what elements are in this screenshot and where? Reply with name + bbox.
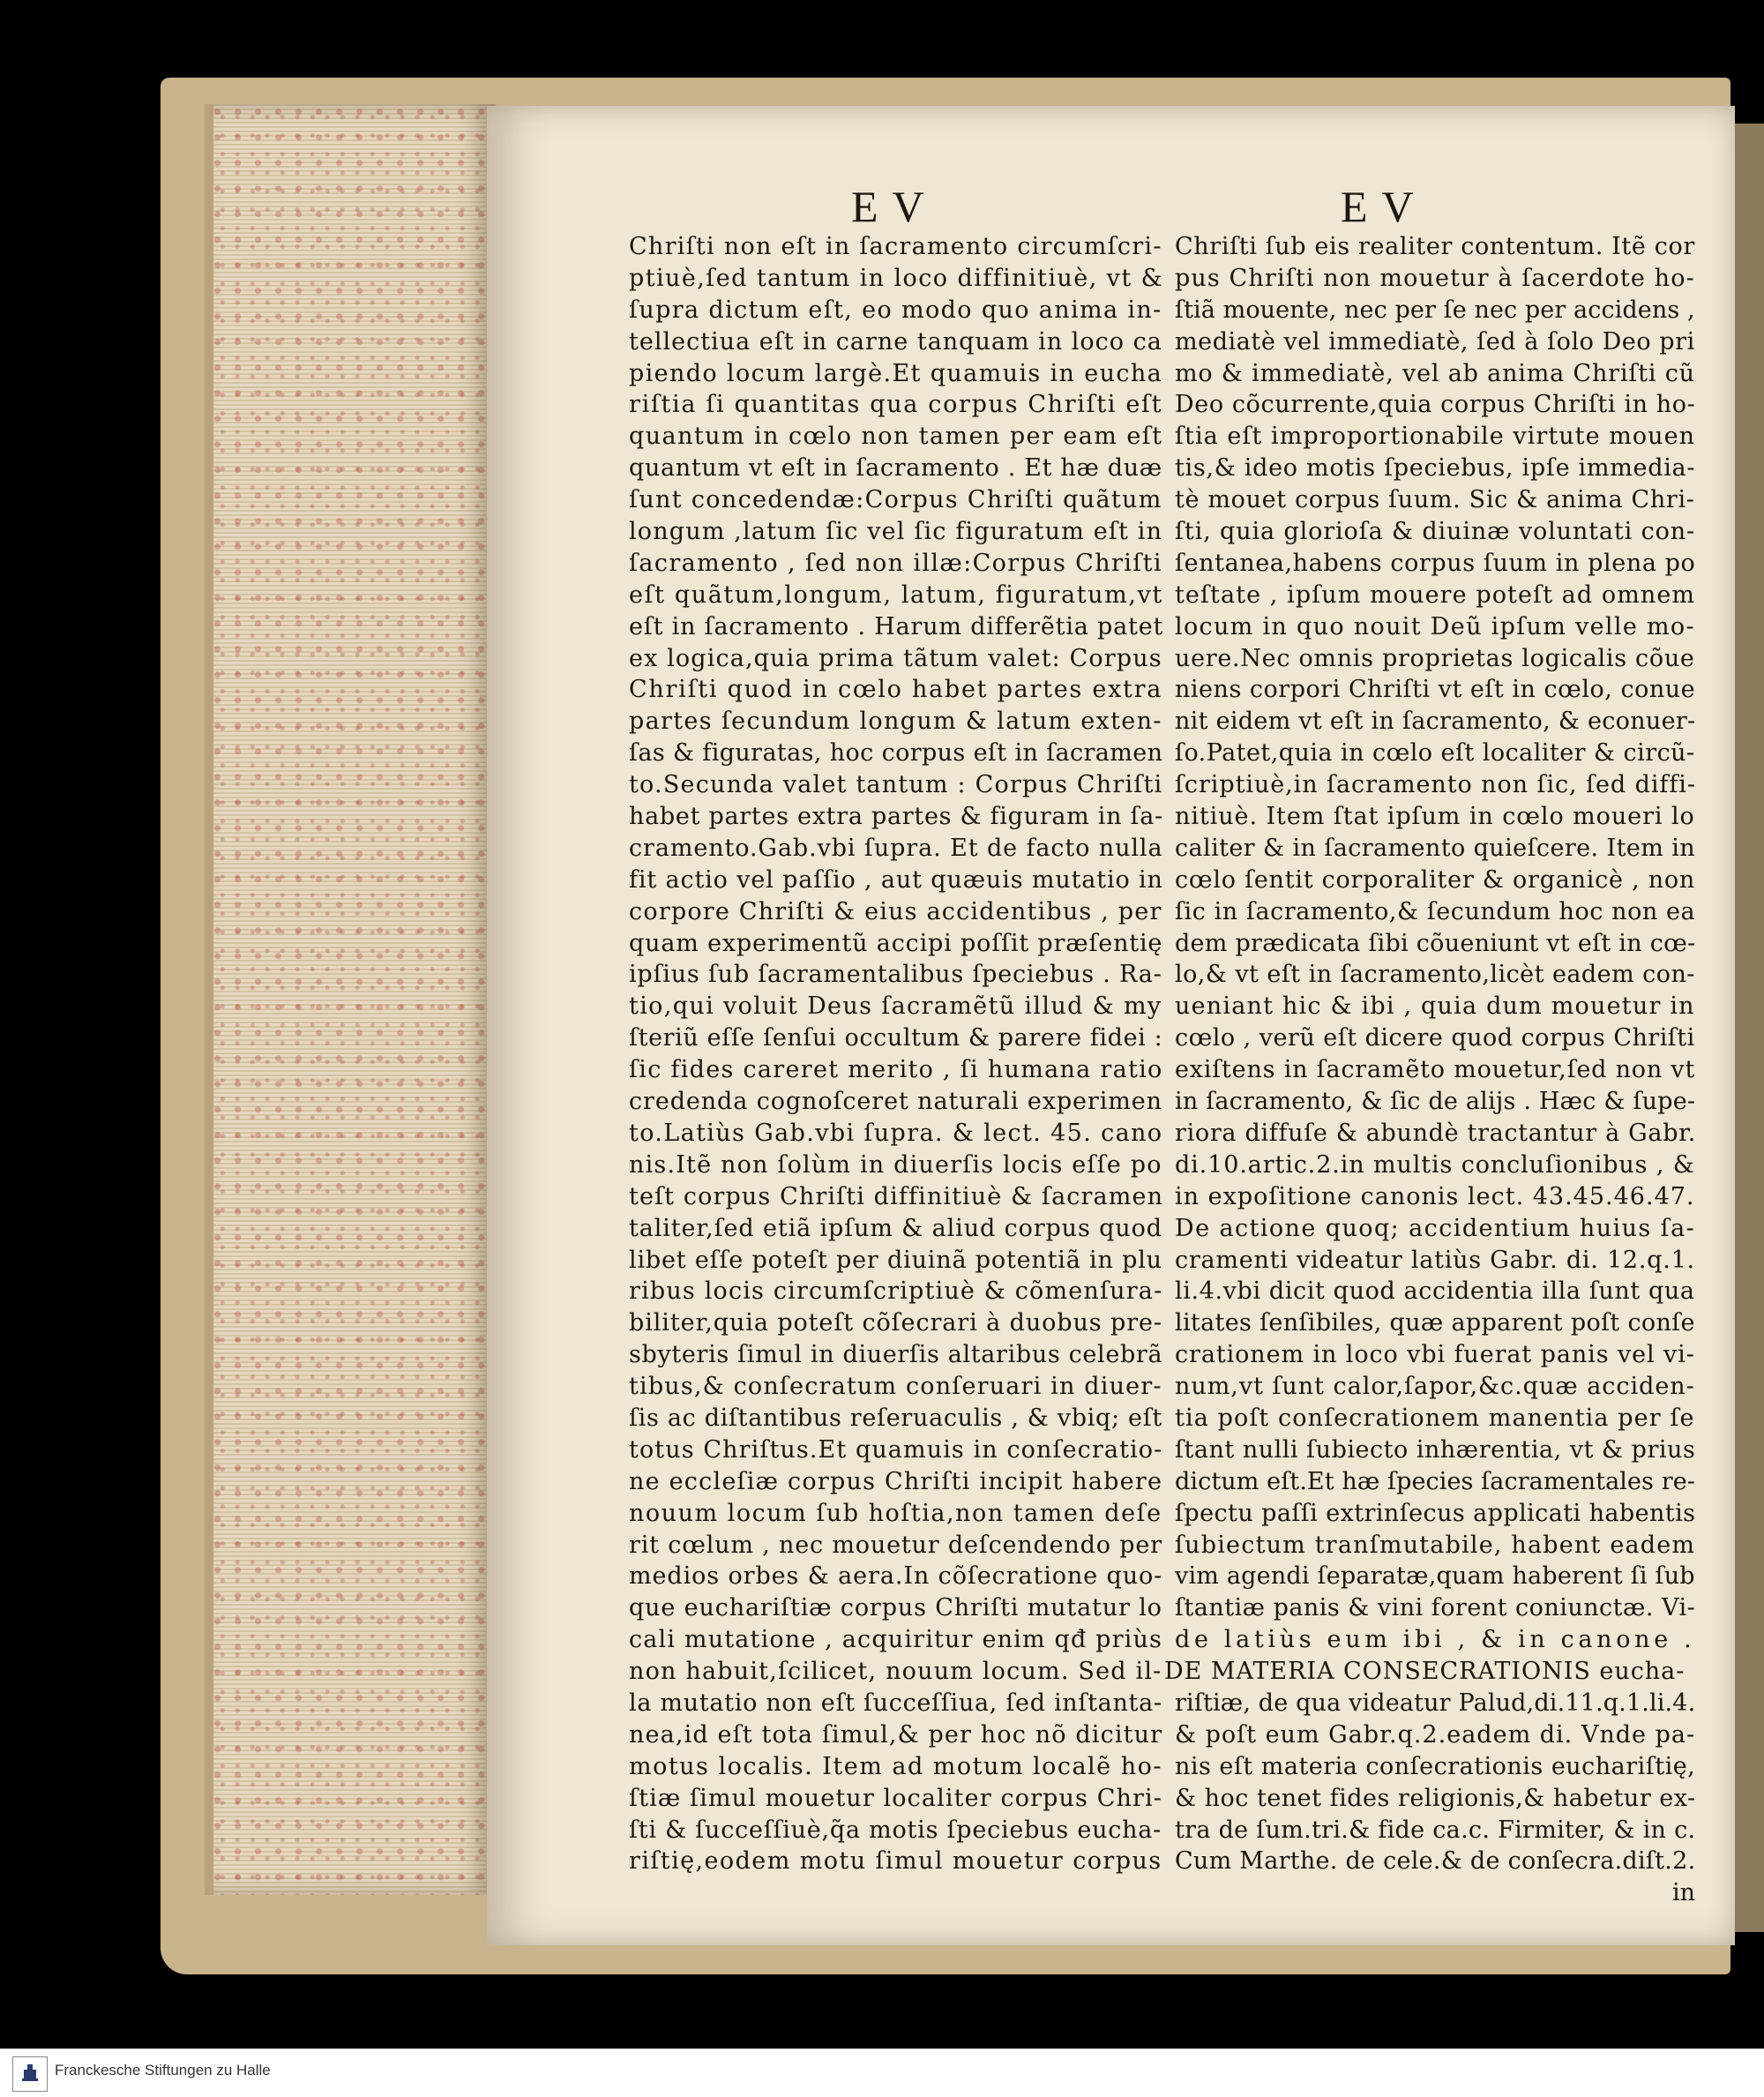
text-line: ſtantiæ panis & vini forent coniunctæ. Vi- [1175,1594,1696,1622]
text-line: De actione quoq; accidentium huius ſa- [1175,1214,1696,1242]
text-line: Chriſti non eſt in ſacramento circumſcri- [629,233,1162,260]
text-line: in ſacramento, & ſic de alijs . Hæc & ſupe- [1175,1088,1696,1116]
page-edges [205,104,496,1895]
text-line: lo,& vt eſt in ſacramento,licèt eadem con- [1175,961,1695,989]
text-line: dem prædicata ſibi cõueniunt vt eſt in cœ- [1175,929,1696,957]
text-line: ſic fides careret merito , ſi humana ratio [629,1056,1163,1084]
text-line: ſtia eſt improportionabile virtute mouen [1175,423,1696,451]
text-line: num,vt ſunt calor,ſapor,&c.quæ acciden- [1175,1373,1695,1401]
text-line: pus Chriſti non mouetur à ſacerdote ho- [1175,264,1695,292]
text-line: ne eccleſiæ corpus Chriſti incipit habere [629,1467,1163,1495]
text-line: la mutatio non eſt ſucceſſiua, ſed inſtanta- [629,1689,1162,1717]
text-line: nis.Itẽ non ſolùm in diuerſis locis eſſe po [629,1150,1162,1179]
text-line: nis eſt materia conſecrationis euchariſtię, [1175,1752,1696,1780]
text-line: in [1671,1879,1695,1907]
text-line: cali mutatione , acquiritur enim qđ priùs [629,1626,1163,1654]
text-line: quantum in cœlo non tamen per eam eſt [629,423,1163,451]
text-line: & hoc tenet fides religionis,& habetur ex- [1175,1784,1696,1812]
text-line: ſo.Patet,quia in cœlo eſt localiter & circũ- [1175,739,1695,768]
text-line: uere.Nec omnis proprietas logicalis cõue [1175,644,1695,672]
text-line: partes ſecundum longum & latum exten- [629,708,1162,736]
text-line: habet partes extra partes & figuram in ſa- [629,803,1163,831]
text-line: li.4.vbi dicit quod accidentia illa ſunt qua [1175,1277,1695,1306]
text-line: ſunt concedendæ:Corpus Chriſti quãtum [629,486,1162,514]
text-line: caliter & in ſacramento quieſcere. Item in [1175,834,1696,862]
text-line: piendo locum largè.Et quamuis in eucha [629,359,1163,387]
text-line: medios orbes & aera.In cõſecratione quo- [629,1562,1163,1591]
running-head-right: EV [1341,182,1428,231]
text-line: DE MATERIA CONSECRATIONIS eucha- [1164,1658,1686,1686]
text-line: de latiùs eum ibi , & in canone . [1175,1626,1696,1654]
text-line: ipſius ſub ſacramentalibus ſpeciebus . Ra- [629,961,1162,989]
running-head-left: EV [851,182,938,231]
text-line: & poſt eum Gabr.q.2.eadem di. Vnde pa- [1175,1720,1696,1749]
text-line: corpore Chriſti & eius accidentibus , per [629,897,1162,925]
text-line: litates ſenſibiles, quæ apparent poſt conſe [1175,1309,1695,1337]
text-line: vim agendi ſeparatæ,quam haberent ſi ſub [1175,1562,1695,1591]
text-line: ptiuè,ſed tantum in loco diffinitiuè, vt & [629,264,1164,292]
right-text-column [1164,231,1697,1909]
text-line: teſt corpus Chriſti diffinitiuè & ſacramen [629,1182,1164,1210]
text-line: tè mouet corpus ſuum. Sic & anima Chri- [1175,486,1695,514]
text-line: ex logica,quia prima tãtum valet: Corpus [629,644,1162,672]
text-line: tia poſt conſecrationem manentia per ſe [1175,1404,1695,1432]
text-line: ſis ac diſtantibus reſeruaculis , & vbiq; eſt [629,1404,1162,1432]
text-line: Cum Marthe. de cele.& de conſecra.diſt.2. [1175,1847,1696,1876]
viewer-footer [0,2048,1764,2097]
text-line: tra de ſum.tri.& fide ca.c. Firmiter, & in c. [1175,1816,1696,1844]
text-line: ſic in ſacramento,& ſecundum hoc non ea [1175,897,1696,925]
text-line: ſti & ſucceſſiuè,q̃a motis ſpeciebus eucha- [629,1816,1162,1844]
institution-logo-icon [12,2056,48,2092]
text-line: ſcriptiuè,in ſacramento non ſic, ſed diffi- [1175,771,1696,799]
text-line: mo & immediatè, vel ab anima Chriſti cũ [1175,359,1695,387]
text-line: Chriſti ſub eis realiter contentum. Itẽ cor [1175,233,1695,260]
text-line: tibus,& conſecratum conſeruari in diuer- [629,1373,1162,1401]
text-line: ſas & figuratas, hoc corpus eſt in ſacramen [629,739,1163,768]
text-line: riſtia ſi quantitas qua corpus Chriſti eſt [629,391,1163,419]
text-line: motus localis. Item ad motum localẽ ho- [629,1752,1162,1780]
text-line: riora diffuſe & abundè tractantur à Gabr. [1175,1119,1697,1147]
text-line: exiſtens in ſacramẽto mouetur,ſed non vt [1175,1056,1696,1084]
text-line: sbyteris ſimul in diuerſis altaribus celebrã [629,1341,1163,1369]
left-text-column [629,231,1162,1877]
text-line: ſtiã mouente, nec per ſe nec per accidens , [1175,296,1695,324]
text-line: riſtiæ, de qua videatur Palud,di.11.q.1.li.4. [1175,1689,1696,1717]
text-line: nouum locum ſub hoſtia,non tamen deſe [629,1499,1162,1527]
text-line: biliter,quia poteſt cõſecrari à duobus pre- [629,1309,1162,1337]
institution-name: Franckesche Stiftungen zu Halle [55,2062,271,2078]
text-line: crationem in loco vbi fuerat panis vel vi- [1175,1341,1695,1369]
text-line: totus Chriſtus.Et quamuis in conſecratio- [629,1435,1163,1464]
text-line: ſacramento , ſed non illæ:Corpus Chriſti [629,549,1162,577]
text-line: di.10.artic.2.in multis concluſionibus , & [1175,1150,1695,1179]
text-line: non habuit,ſcilicet, nouum locum. Sed il- [629,1658,1162,1686]
text-line: eſt quãtum,longum, latum, figuratum,vt [629,580,1163,609]
text-line: ſupra dictum eſt, eo modo quo anima in- [629,296,1162,324]
text-line: ribus locis circumſcriptiuè & cõmenſura- [629,1277,1163,1306]
text-line: ſti, quia glorioſa & diuinæ voluntati con- [1175,518,1696,546]
text-line: longum ,latum ſic vel ſic figuratum eſt in [629,518,1163,546]
text-line: riſtię,eodem motu ſimul mouetur corpus [629,1847,1162,1876]
text-line: in expoſitione canonis lect. 43.45.46.47. [1175,1182,1695,1210]
text-line: rit cœlum , nec mouetur deſcendendo per [629,1531,1162,1559]
text-line: Chriſti quod in cœlo habet partes extra [629,676,1163,704]
text-line: Deo cõcurrente,quia corpus Chriſti in ho- [1175,391,1696,419]
text-line: ſentanea,habens corpus ſuum in plena po [1175,549,1696,577]
text-line: ſtant nulli ſubiecto inhærentia, vt & prius [1175,1435,1696,1464]
text-line: niens corpori Chriſti vt eſt in cœlo, conue [1175,676,1696,704]
text-line: to.Secunda valet tantum : Corpus Chriſti [629,771,1163,799]
text-line: quam experimentũ accipi poſſit præſentię [629,929,1163,957]
text-line: teſtate , ipſum mouere poteſt ad omnem [1175,580,1696,609]
text-line: fit actio vel paſſio , aut quæuis mutatio in [629,865,1163,894]
text-line: tellectiua eſt in carne tanquam in loco ca [629,327,1162,356]
text-line: cramenti videatur latiùs Gabr. di. 12.q.1. [1175,1246,1695,1274]
text-line: ſpectu paſſi extrinſecus applicati habentis [1175,1499,1696,1527]
text-line: tio,qui voluit Deus ſacramẽtũ illud & my [629,992,1162,1021]
text-line: credenda cognoſceret naturali experimen [629,1088,1162,1116]
text-line: tis,& ideo motis ſpeciebus, ipſe immedia- [1175,454,1696,483]
facing-page-edge [1735,124,1764,1932]
text-line: to.Latiùs Gab.vbi ſupra. & lect. 45. cano [629,1119,1163,1147]
text-line: que euchariſtiæ corpus Chriſti mutatur lo [629,1594,1162,1622]
text-line: locum in quo nouit Deũ ipſum velle mo- [1175,612,1695,640]
text-line: mediatè vel immediatè, ſed à ſolo Deo pri [1175,327,1695,356]
text-line: ſubiectum tranſmutabile, habent eadem [1175,1531,1696,1559]
text-line: quantum vt eſt in ſacramento . Et hæ duæ [629,454,1162,483]
text-line: nea,id eſt tota ſimul,& per hoc nõ dicitur [629,1720,1163,1749]
text-line: ſteriũ eſſe ſenſui occultum & parere fidei : [629,1024,1163,1052]
text-line: dictum eſt.Et hæ ſpecies ſacramentales re- [1175,1467,1695,1495]
text-line: nit eidem vt eſt in ſacramento, & econuer- [1175,708,1696,736]
text-line: taliter,ſed etiã ipſum & aliud corpus quod [629,1214,1162,1242]
text-line: ueniant hic & ibi , quia dum mouetur in [1175,992,1695,1021]
text-line: eſt in ſacramento . Harum differẽtia patet [629,612,1164,640]
text-line: cœlo , verũ eſt dicere quod corpus Chriſti [1175,1024,1695,1052]
text-line: cramento.Gab.vbi ſupra. Et de facto nulla [629,834,1163,862]
text-line: cœlo ſentit corporaliter & organicè , non [1175,865,1696,894]
text-line: nitiuè. Item ſtat ipſum in cœlo moueri lo [1175,803,1695,831]
text-line: libet eſſe poteſt per diuinã potentiã in plu [629,1246,1162,1274]
text-line: ſtiæ ſimul mouetur localiter corpus Chri- [629,1784,1163,1812]
